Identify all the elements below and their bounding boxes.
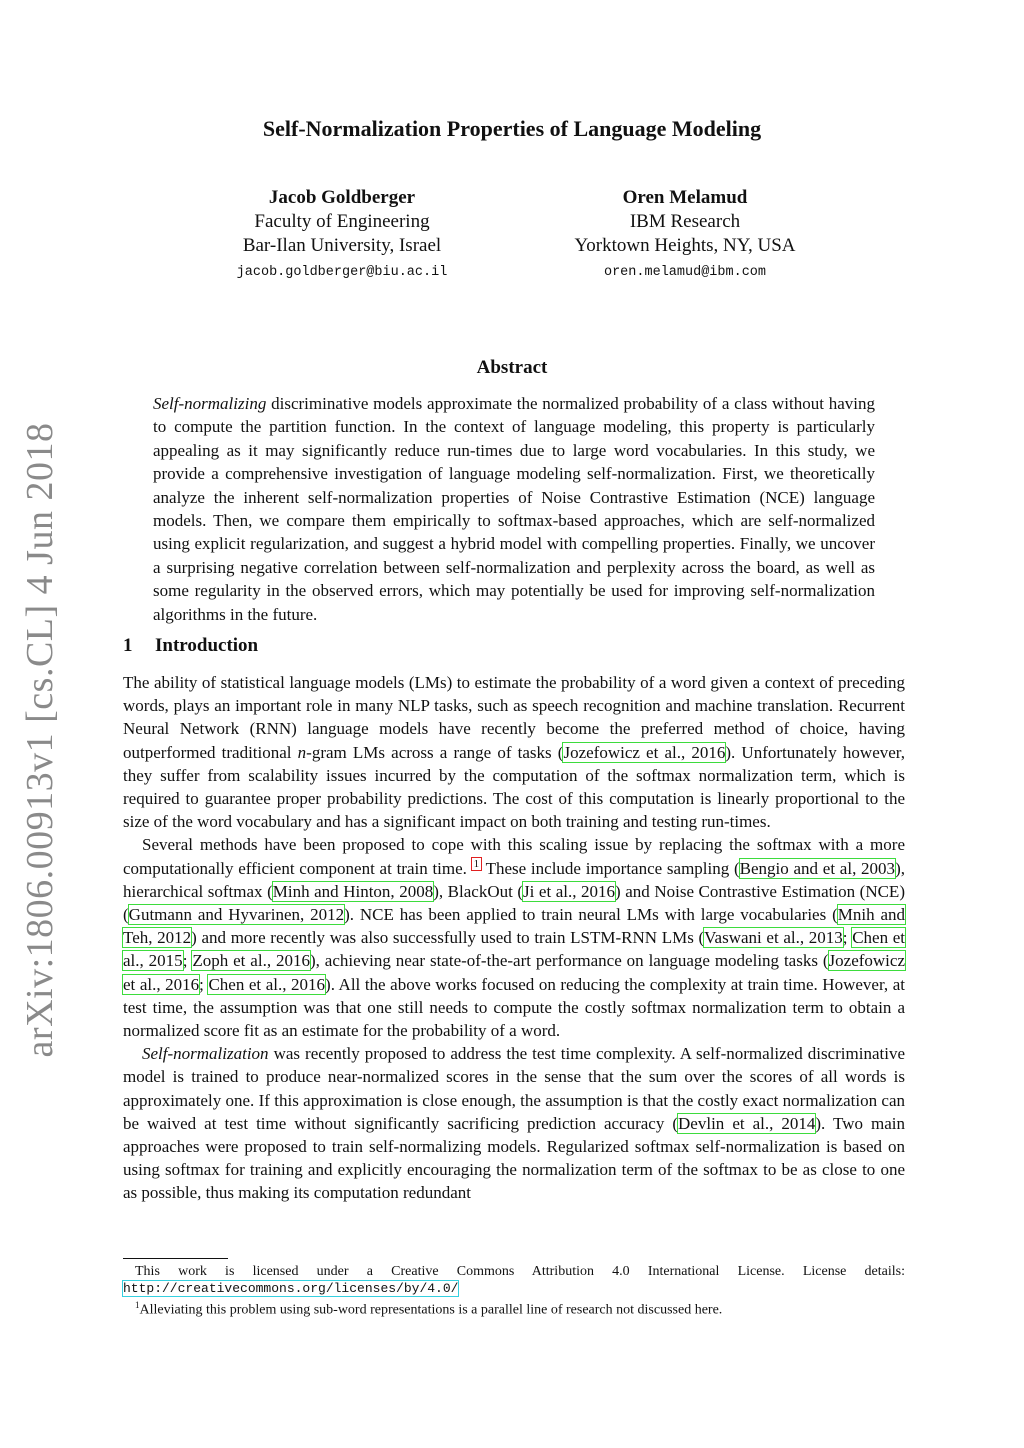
- author-email: oren.melamud@ibm.com: [603, 265, 767, 280]
- author-affiliation: Bar-Ilan University, Israel: [242, 235, 442, 256]
- abstract-body: discriminative models approximate the normalized probability of a class without having to compute the partition function. In the context of language modeling, this property is particularly appealing as it may significantly reduce run-times due to large word vocabularies. In this study, we provide a comprehensive investigation of language modeling self-normalization. First, we theoretically analyze the inherent self-normalization properties of Noise Contrastive Estimation (NCE) language models. Then, we compare them empirically to softmax-based approaches, which are self-normalized using explicit regularization, and suggest a hybrid model with compelling properties. Finally, we uncover a surprising negative correlation between self-normalization and perplexity across the board, as well as some regularity in the observed errors, which may potentially be used for improving self-normalization algorithms in the future.: [153, 394, 875, 624]
- paragraph: Several methods have been proposed to cope with this scaling issue by replacing the softmax with a more computationally efficient component at train time. $^1$ These include importance sampling (Bengio and et al, 2003), hierarchical softmax (Minh and Hinton, 2008), BlackOut (Ji et al., 2016) and Noise Contrastive Estimation (NCE) (Gutmann and Hyvarinen, 2012). NCE has been applied to train neural LMs with large vocabularies (Mnih and Teh, 2012) and more recently was also successfully used to train LSTM-RNN LMs (Vaswani et al., 2013; Chen et al., 2015; Zoph et al., 2016), achieving near state-of-the-art performance on language modeling tasks (Jozefowicz et al., 2016; Chen et al., 2016). All the above works focused on reducing the complexity at train time. However, at test time, the assumption was that one still needs to compute the costly softmax normalization term to obtain a normalized score fit as an estimate for the probability of a word.: [123, 835, 906, 1041]
- author-name: Jacob Goldberger: [268, 187, 416, 208]
- introduction-body: [123, 671, 905, 1205]
- citation-link[interactable]: Gutmann and Hyvarinen, 2012: [128, 905, 345, 925]
- citation-link[interactable]: Zoph et al., 2016: [192, 951, 310, 971]
- emphasized-term: Self-normalization: [142, 1044, 269, 1064]
- citation-link[interactable]: Jozefowicz et al., 2016: [563, 742, 726, 762]
- footnote-mark: 1: [135, 1300, 140, 1310]
- citation-link[interactable]: Jozefowicz et al., 2016: [123, 951, 905, 994]
- section-number: 1: [123, 635, 133, 656]
- citation-link[interactable]: Chen et al., 2016: [208, 974, 326, 994]
- author-email: jacob.goldberger@biu.ac.il: [236, 265, 448, 280]
- citation-link[interactable]: Minh and Hinton, 2008: [272, 881, 434, 901]
- author-affiliation: Yorktown Heights, NY, USA: [574, 235, 796, 256]
- author-affiliation: IBM Research: [629, 211, 741, 232]
- abstract-lead-term: Self-normalizing: [153, 394, 267, 413]
- section-title: Introduction: [155, 635, 259, 656]
- citation-link[interactable]: Devlin et al., 2014: [678, 1113, 816, 1133]
- abstract-heading: Abstract: [476, 357, 548, 378]
- paragraph: Self-normalization was recently proposed to address the test time complexity. A self-normalized discriminative model is trained to produce near-normalized scores in the sense that the sum over the scores of all words is approximately one. If this approximation is close enough, the assumption is that the costly exact normalization can be waived at test time without significantly sacrificing prediction accuracy (Devlin et al., 2014). Two main approaches were proposed to train self-normalizing models. Regularized softmax self-normalization is based on using softmax for training and explicitly encouraging the normalization term of the softmax to be as close to one as possible, thus making its computation redundant: [123, 1044, 905, 1203]
- section-heading-introduction: [123, 635, 258, 657]
- paper-title: Self-Normalization Properties of Language Modeling: [262, 116, 762, 141]
- footnote-1: $^1$Alleviating this problem using sub-word representations is a parallel line of research not discussed here.: [135, 1300, 723, 1318]
- author-block-1: [177, 186, 507, 285]
- footnote-divider: [123, 1258, 228, 1259]
- license-footnote: This work is licensed under a Creative Commons Attribution 4.0 International License. License details: http://creativecommons.org/licenses/by/4.0/: [123, 1264, 905, 1296]
- footnote-reference-link[interactable]: 1: [473, 857, 480, 870]
- author-name: Oren Melamud: [622, 187, 748, 208]
- citation-link[interactable]: Ji et al., 2016: [523, 881, 616, 901]
- math-variable: n: [297, 742, 307, 762]
- abstract-text: [153, 392, 875, 626]
- author-block-2: [520, 186, 850, 285]
- citation-link[interactable]: Bengio and et al, 2003: [739, 858, 896, 878]
- license-url-link[interactable]: http://creativecommons.org/licenses/by/4.0/: [123, 1281, 459, 1296]
- author-affiliation: Faculty of Engineering: [254, 211, 430, 232]
- arxiv-identifier-stamp: arXiv:1806.00913v1 [cs.CL] 4 Jun 2018: [19, 422, 61, 1058]
- footnotes: [123, 1263, 905, 1319]
- citation-link[interactable]: Chen et al., 2015: [123, 928, 906, 971]
- paragraph: The ability of statistical language models (LMs) to estimate the probability of a word given a context of preceding words, plays an important role in many NLP tasks, such as speech recognition and machine translation. Recurrent Neural Network (RNN) language models have recently become the preferred method of choice, having outperformed traditional n-gram LMs across a range of tasks (Jozefowicz et al., 2016). Unfortunately however, they suffer from scalability issues incurred by the computation of the softmax normalization term, which is required to guarantee proper probability predictions. The cost of this computation is linearly proportional to the size of the word vocabulary and has a significant impact on both training and testing run-times.: [123, 673, 906, 832]
- citation-link[interactable]: Vaswani et al., 2013: [704, 928, 843, 948]
- citation-link[interactable]: Mnih and Teh, 2012: [123, 905, 906, 948]
